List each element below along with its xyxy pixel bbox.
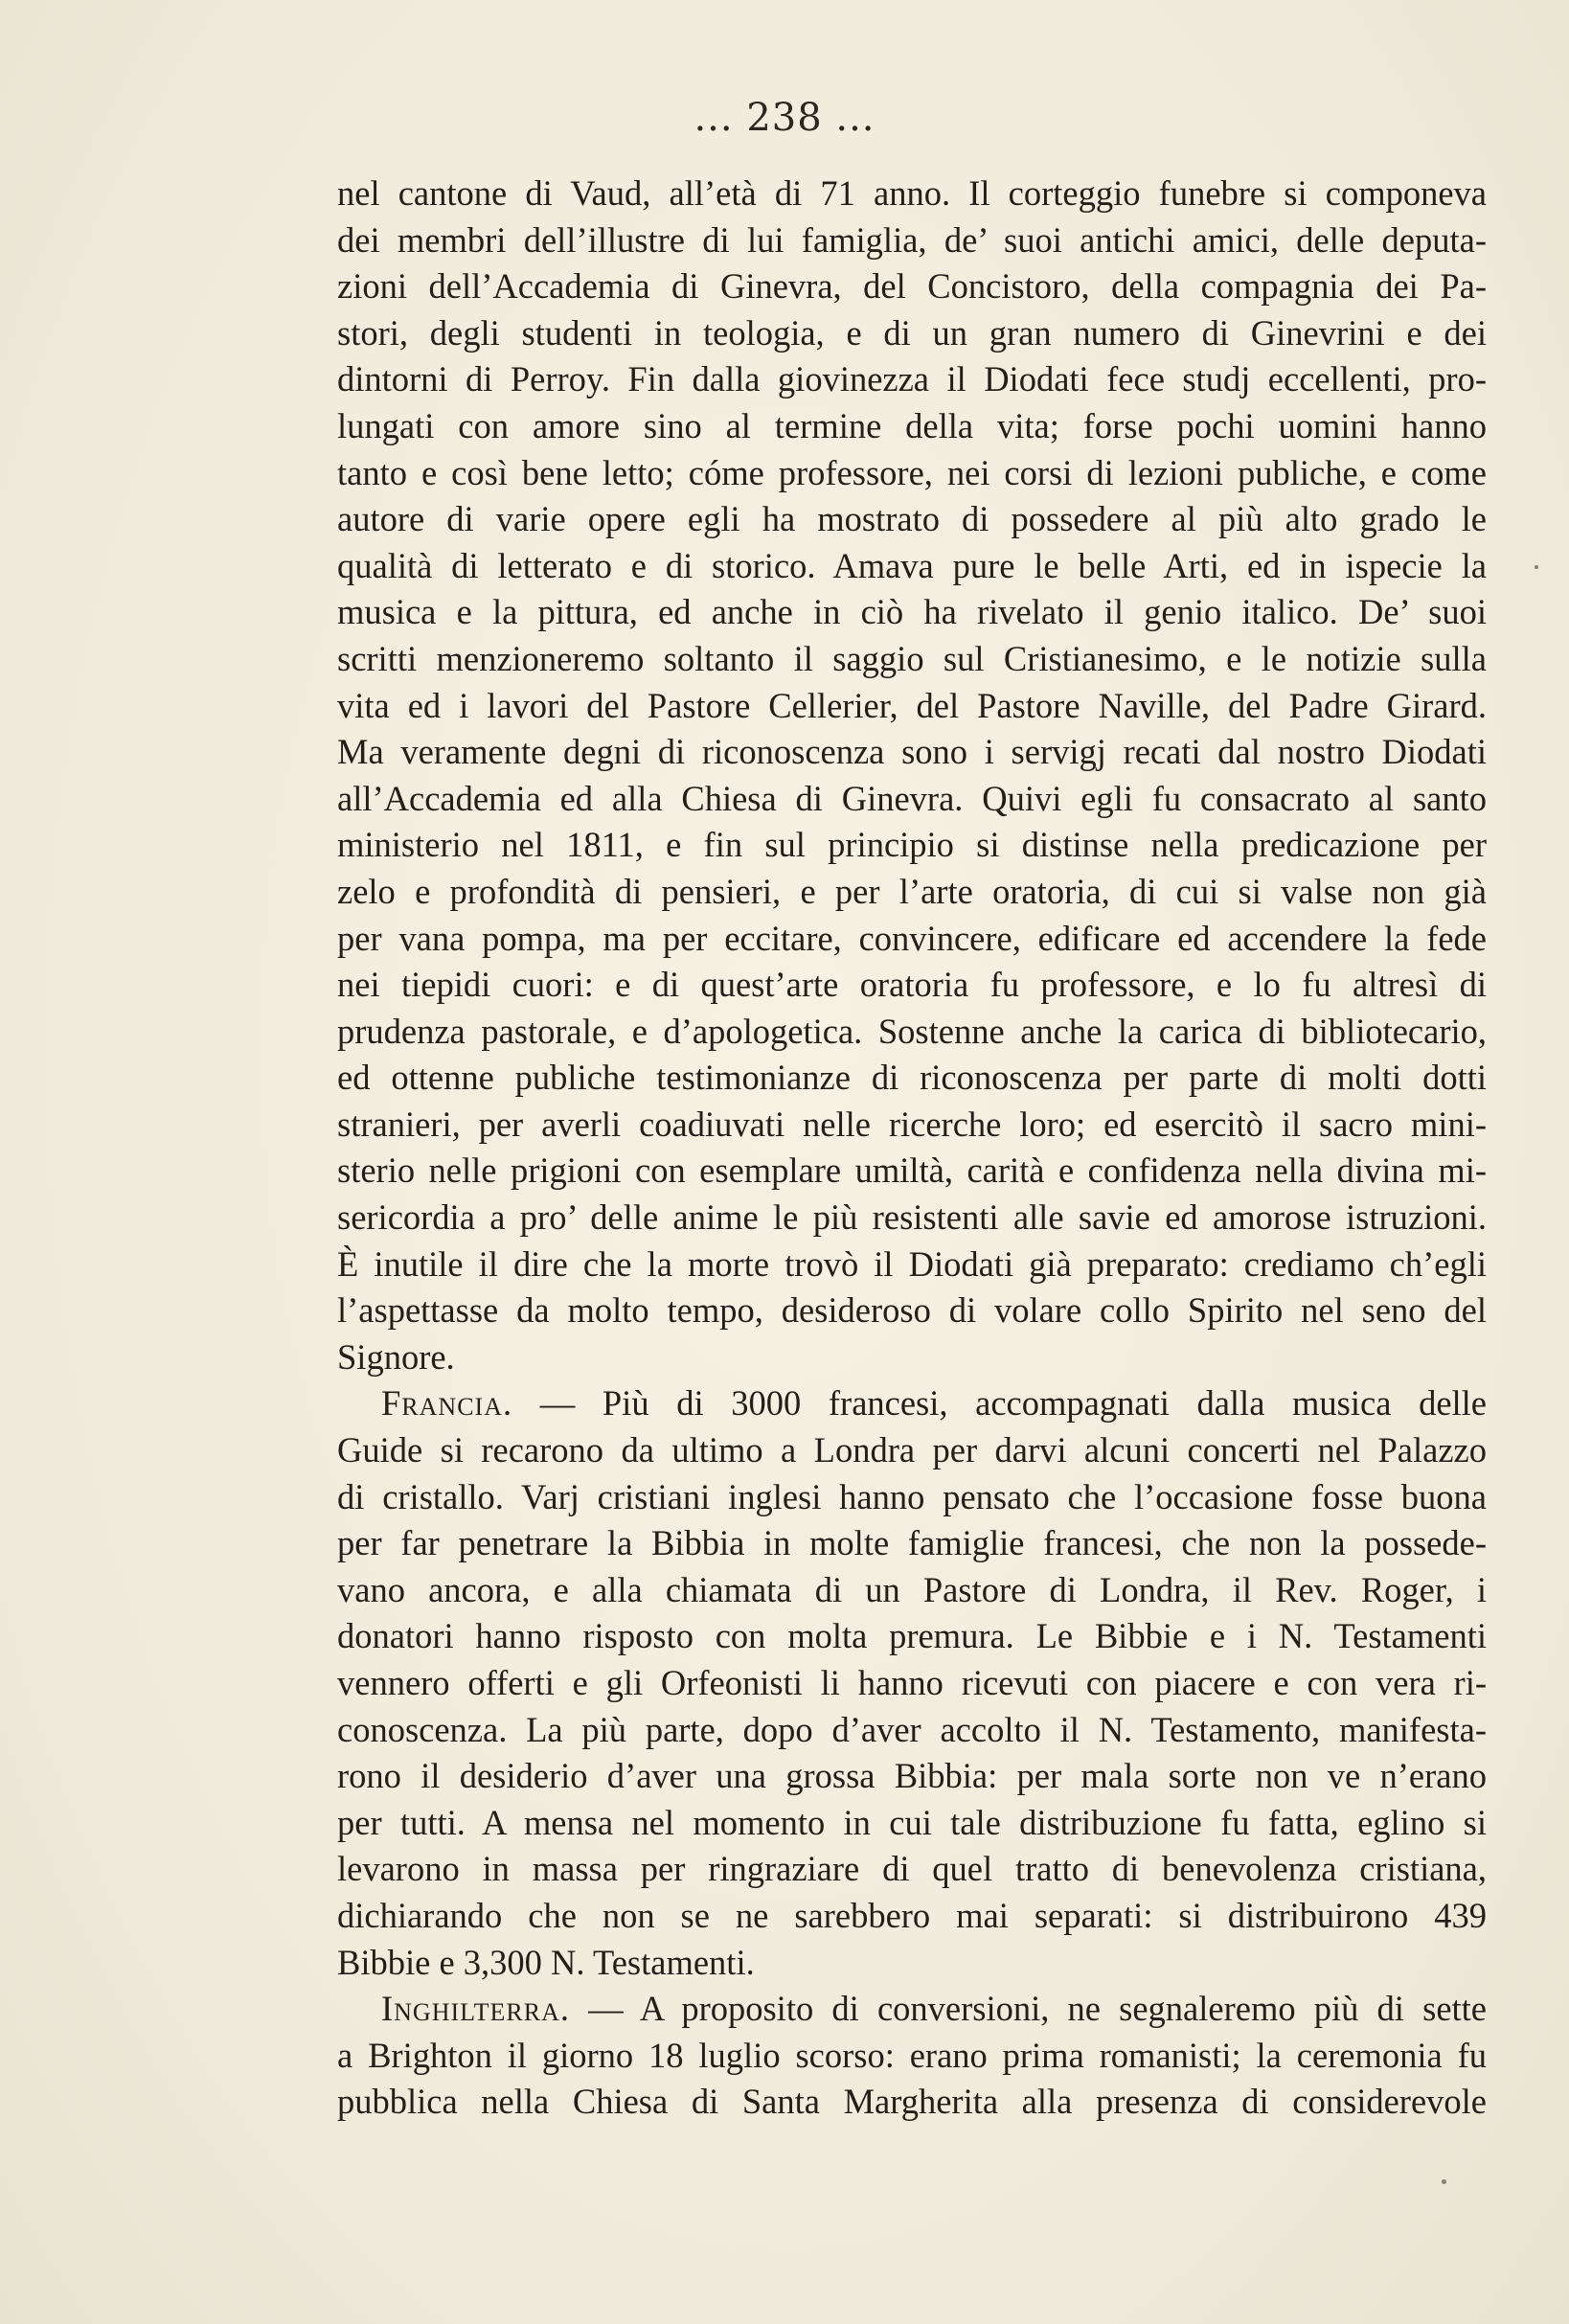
- paragraph-francia-first-line: [337, 1380, 1487, 1427]
- paragraph-inghilterra-first-line-text: — A proposito di conversioni, ne segnaleremo più di sette: [570, 1989, 1487, 2029]
- paragraph-inghilterra-line: a Brighton il giorno 18 luglio scorso: erano prima romanisti; la ceremonia fu: [337, 2035, 1487, 2075]
- paragraph-diodati-line: Ma veramente degni di riconoscenza sono i servigj recati dal nostro Diodati: [337, 732, 1487, 772]
- paragraph-inghilterra: [337, 1986, 1487, 2126]
- paragraph-diodati-line: nel cantone di Vaud, all’età di 71 anno. Il corteggio funebre si componeva: [337, 173, 1487, 213]
- paragraph-diodati-line: Signore.: [337, 1336, 455, 1377]
- section-heading-inghilterra: Inghilterra.: [381, 1989, 570, 2029]
- paragraph-diodati-line: stori, degli studenti in teologia, e di un gran numero di Ginevrini e dei: [337, 312, 1487, 353]
- paragraph-diodati-line: scritti menzioneremo soltanto il saggio sul Cristianesimo, e le notizie sulla: [337, 638, 1487, 678]
- paragraph-diodati-line: stranieri, per averli coadiuvati nelle ricerche loro; ed esercitò il sacro mini-: [337, 1104, 1487, 1144]
- paragraph-diodati-line: all’Accademia ed alla Chiesa di Ginevra. Quivi egli fu consacrato al santo: [337, 778, 1487, 818]
- paragraph-francia-line: levarono in massa per ringraziare di quel tratto di benevolenza cristiana,: [337, 1849, 1487, 1889]
- paragraph-francia-line: Bibbie e 3,300 N. Testamenti.: [337, 1942, 755, 1982]
- paragraph-francia: [337, 1380, 1487, 1986]
- paragraph-francia-line: di cristallo. Varj cristiani inglesi hanno pensato che l’occasione fosse buona: [337, 1476, 1487, 1516]
- paragraph-diodati-line: nei tiepidi cuori: e di quest’arte oratoria fu professore, e lo fu altresì di: [337, 965, 1487, 1005]
- paragraph-inghilterra-first-line: [337, 1986, 1487, 2033]
- paragraph-inghilterra-line: pubblica nella Chiesa di Santa Margherita alla presenza di considerevole: [337, 2082, 1487, 2122]
- paragraph-francia-line: donatori hanno risposto con molta premura. Le Bibbie e i N. Testamenti: [337, 1616, 1487, 1656]
- paragraph-diodati-line: sericordia a pro’ delle anime le più resistenti alle savie ed amorose istruzioni.: [337, 1197, 1487, 1238]
- paragraph-francia-line: per far penetrare la Bibbia in molte famiglie francesi, che non la possede-: [337, 1523, 1487, 1563]
- paragraph-diodati-line: tanto e così bene letto; cóme professore, nei corsi di lezioni publiche, e come: [337, 452, 1487, 492]
- paragraph-diodati-line: lungati con amore sino al termine della vita; forse pochi uomini hanno: [337, 405, 1487, 445]
- paper-speck: [1535, 565, 1538, 569]
- paragraph-francia-first-line-text: — Più di 3000 francesi, accompagnati dalla musica delle: [512, 1383, 1487, 1424]
- page-number: ... 238 ...: [694, 96, 875, 140]
- paragraph-diodati-obituary: [337, 171, 1487, 1380]
- paragraph-diodati-line: zelo e profondità di pensieri, e per l’arte oratoria, di cui si valse non già: [337, 871, 1487, 911]
- paragraph-francia-line: rono il desiderio d’aver una grossa Bibbia: per mala sorte non ve n’erano: [337, 1756, 1487, 1796]
- paragraph-francia-line: dichiarando che non se ne sarebbero mai separati: si distribuirono 439: [337, 1895, 1487, 1935]
- paragraph-diodati-line: È inutile il dire che la morte trovò il Diodati già preparato: crediamo ch’egli: [337, 1243, 1487, 1284]
- paragraph-diodati-line: ministerio nel 1811, e fin sul principio si distinse nella predicazione per: [337, 825, 1487, 865]
- paper-speck: [1442, 2179, 1446, 2184]
- paragraph-diodati-line: zioni dell’Accademia di Ginevra, del Concistoro, della compagnia dei Pa-: [337, 266, 1487, 307]
- paragraph-diodati-line: l’aspettasse da molto tempo, desideroso di volare collo Spirito nel seno del: [337, 1290, 1487, 1331]
- paragraph-francia-line: vano ancora, e alla chiamata di un Pastore di Londra, il Rev. Roger, i: [337, 1569, 1487, 1609]
- section-heading-francia: Francia.: [381, 1383, 513, 1424]
- paragraph-diodati-line: ed ottenne publiche testimonianze di riconoscenza per parte di molti dotti: [337, 1058, 1487, 1098]
- paragraph-diodati-line: dei membri dell’illustre di lui famiglia, de’ suoi antichi amici, delle deputa-: [337, 219, 1487, 260]
- body-text: [337, 171, 1487, 2126]
- paragraph-diodati-line: qualità di letterato e di storico. Amava pure le belle Arti, ed in ispecie la: [337, 545, 1487, 585]
- paragraph-francia-line: conoscenza. La più parte, dopo d’aver accolto il N. Testamento, manifesta-: [337, 1709, 1487, 1749]
- paragraph-diodati-line: per vana pompa, ma per eccitare, convincere, edificare ed accendere la fede: [337, 918, 1487, 958]
- paragraph-diodati-line: dintorni di Perroy. Fin dalla giovinezza il Diodati fece studj eccellenti, pro-: [337, 359, 1487, 399]
- paragraph-diodati-line: autore di varie opere egli ha mostrato di possedere al più alto grado le: [337, 499, 1487, 539]
- paragraph-francia-line: Guide si recarono da ultimo a Londra per darvi alcuni concerti nel Palazzo: [337, 1430, 1487, 1470]
- paragraph-diodati-line: prudenza pastorale, e d’apologetica. Sostenne anche la carica di bibliotecario,: [337, 1011, 1487, 1051]
- paragraph-diodati-line: musica e la pittura, ed anche in ciò ha rivelato il genio italico. De’ suoi: [337, 592, 1487, 632]
- paragraph-diodati-line: vita ed i lavori del Pastore Cellerier, del Pastore Naville, del Padre Girard.: [337, 685, 1487, 725]
- paragraph-francia-line: vennero offerti e gli Orfeonisti li hanno ricevuti con piacere e con vera ri-: [337, 1663, 1487, 1702]
- paragraph-francia-line: per tutti. A mensa nel momento in cui tale distribuzione fu fatta, eglino si: [337, 1802, 1487, 1842]
- paragraph-diodati-line: sterio nelle prigioni con esemplare umiltà, carità e confidenza nella divina mi-: [337, 1151, 1487, 1191]
